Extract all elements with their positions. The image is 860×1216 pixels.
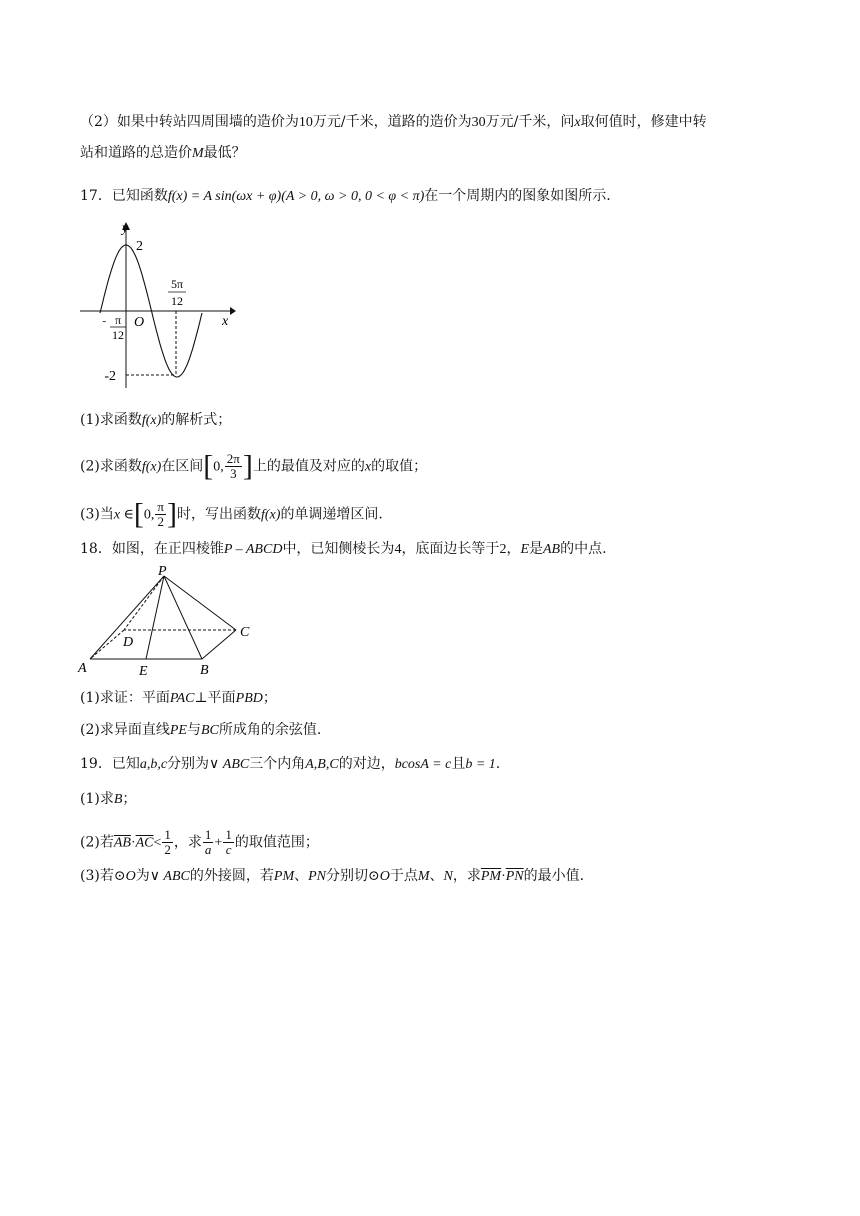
text: 已知 bbox=[111, 756, 140, 772]
edge-BC bbox=[202, 630, 236, 659]
triangle-ABC: ∨ ABC bbox=[209, 757, 250, 772]
text: 站和道路的总造价 bbox=[80, 145, 192, 161]
frac-num: 1 bbox=[204, 827, 212, 842]
frac-num: 2π bbox=[226, 451, 240, 466]
fraction-inv-a bbox=[203, 828, 214, 857]
func-f: f(x) bbox=[141, 413, 162, 428]
frac-num: 1 bbox=[164, 827, 171, 842]
text: 的中点. bbox=[560, 541, 607, 557]
point-M: M bbox=[417, 869, 430, 884]
circle-O: ⊙O bbox=[113, 869, 136, 884]
text: 的最小值. bbox=[523, 868, 585, 884]
q18-intro bbox=[80, 539, 607, 560]
text: (3)若 bbox=[80, 868, 114, 884]
question-number: 18． bbox=[80, 541, 112, 557]
line-PM: PM bbox=[273, 869, 295, 884]
fraction-half bbox=[162, 828, 173, 857]
text: (3)当 bbox=[80, 506, 114, 523]
text: ； bbox=[122, 791, 137, 807]
fraction bbox=[225, 452, 242, 481]
func-f: f(x) bbox=[141, 459, 162, 475]
condition-bcosA: bcosA = c bbox=[394, 757, 452, 772]
text: . bbox=[495, 756, 501, 772]
interval-left: 0, bbox=[143, 507, 155, 523]
var-x: x bbox=[364, 459, 372, 475]
line-PE: PE bbox=[169, 723, 187, 738]
text: 分别为 bbox=[167, 756, 210, 772]
text: 所成角的余弦值. bbox=[218, 722, 322, 738]
text: 中，已知侧棱长为 bbox=[282, 541, 395, 557]
angle-B: B bbox=[113, 792, 123, 807]
interval-left: 0, bbox=[213, 459, 224, 475]
label-A: A bbox=[78, 661, 87, 676]
func-f: f(x) bbox=[261, 507, 281, 523]
perp-symbol: ⊥ bbox=[194, 691, 208, 706]
plus-symbol: + bbox=[214, 835, 223, 851]
text: 如图，在正四棱锥 bbox=[111, 541, 224, 557]
text: 分别切 bbox=[326, 868, 368, 884]
pyramid-name: P – ABCD bbox=[223, 542, 283, 557]
text: ，底面边长等于 bbox=[401, 541, 500, 557]
text: 的解析式； bbox=[161, 412, 232, 428]
text: (2)求函数 bbox=[80, 458, 142, 475]
fraction bbox=[155, 500, 166, 529]
min-label: -2 bbox=[104, 369, 116, 384]
vector-AB: $\overline{AB}$ bbox=[113, 835, 131, 851]
dot-symbol: · bbox=[130, 835, 136, 851]
cost-wall: 10 bbox=[298, 115, 313, 130]
left-tick-den: 12 bbox=[112, 328, 124, 342]
text: 三个内角 bbox=[249, 756, 306, 772]
text: (2)求异面直线 bbox=[80, 722, 170, 738]
q18-sub1 bbox=[80, 688, 277, 709]
plane-PAC: PAC bbox=[169, 691, 195, 706]
label-P: P bbox=[158, 564, 167, 579]
origin-label: O bbox=[134, 315, 145, 330]
frac-den: a bbox=[204, 842, 212, 857]
text: 与 bbox=[186, 722, 201, 738]
edge-PC bbox=[164, 576, 236, 630]
x-label: x bbox=[222, 314, 229, 329]
q19-sub3 bbox=[80, 866, 584, 887]
text: ， bbox=[506, 541, 521, 557]
angles-ABC: A,B,C bbox=[305, 757, 339, 772]
plane-PBD: PBD bbox=[235, 691, 263, 706]
q17-intro bbox=[80, 186, 611, 207]
text: 在区间 bbox=[161, 458, 204, 475]
text: 于点 bbox=[389, 868, 418, 884]
q16-part2-line2 bbox=[80, 143, 246, 164]
text: (1)求函数 bbox=[80, 412, 142, 428]
text: 的外接圆，若 bbox=[189, 868, 274, 884]
text: (2)若 bbox=[80, 834, 114, 851]
q19-intro bbox=[80, 754, 500, 775]
text: 万元/千米，道路的造价为 bbox=[312, 114, 472, 130]
text: 且 bbox=[451, 756, 466, 772]
sides-abc: a,b,c bbox=[139, 757, 168, 772]
q18-sub2 bbox=[80, 720, 321, 741]
vector-PN: $\overline{PN}$ bbox=[505, 869, 524, 884]
x-axis-arrow bbox=[230, 307, 236, 315]
text: （2）如果中转站四周围墙的造价为 bbox=[80, 114, 299, 130]
text: 时，写出函数 bbox=[177, 506, 261, 523]
q16-part2-line1 bbox=[80, 112, 707, 133]
text: 在一个周期内的图象如图所示. bbox=[424, 188, 611, 204]
point-E: E bbox=[520, 542, 529, 557]
right-tick-den: 12 bbox=[171, 294, 183, 308]
triangle-ABC: ∨ ABC bbox=[149, 869, 190, 884]
text: 为 bbox=[135, 868, 150, 884]
var-x: x bbox=[574, 115, 581, 130]
edge-DA bbox=[90, 630, 124, 659]
q17-sub2: (2)求函数f(x)在区间[0, $\frac{2\pi}{3}$ ]上的最值及对应的x的取值； bbox=[80, 449, 428, 483]
function-expression: f(x) = A sin(ωx + φ)(A > 0, ω > 0, 0 < φ < π) bbox=[167, 189, 425, 204]
q17-sub1 bbox=[80, 410, 231, 431]
segment-AB: AB bbox=[543, 542, 561, 557]
text: 的取值范围； bbox=[234, 834, 319, 851]
edge-PB bbox=[164, 576, 202, 659]
text: 上的最值及对应的 bbox=[252, 458, 365, 475]
frac-den: c bbox=[225, 842, 232, 857]
frac-num: π bbox=[157, 499, 164, 514]
text: ，求 bbox=[452, 868, 481, 884]
text: ，求 bbox=[173, 834, 202, 851]
condition-b: b = 1 bbox=[465, 757, 496, 772]
text: 平面 bbox=[207, 690, 236, 706]
text: 的取值； bbox=[371, 458, 428, 475]
question-number: 17． bbox=[80, 188, 112, 204]
left-tick-sign: - bbox=[102, 315, 106, 327]
var-x: x ∈ bbox=[113, 507, 134, 523]
text: 已知函数 bbox=[111, 188, 168, 204]
cost-road: 30 bbox=[471, 115, 486, 130]
q17-sub3: (3)当x ∈[0, $\frac{\pi}{2}$ ]时，写出函数f(x)的单调递增区间. bbox=[80, 497, 383, 531]
vector-AC: $\overline{AC}$ bbox=[135, 835, 154, 851]
frac-den: 2 bbox=[164, 842, 171, 857]
text: 是 bbox=[529, 541, 543, 557]
frac-den: 2 bbox=[157, 514, 164, 529]
point-N: N bbox=[443, 869, 453, 884]
edge-length: 4 bbox=[394, 542, 402, 557]
max-label: 2 bbox=[136, 239, 143, 254]
question-number: 19． bbox=[80, 756, 112, 772]
label-E: E bbox=[139, 664, 148, 679]
text: (1)求 bbox=[80, 791, 114, 807]
var-M: M bbox=[192, 146, 204, 161]
text: 的对边， bbox=[338, 756, 395, 772]
q19-sub1 bbox=[80, 789, 136, 810]
lt-symbol: < bbox=[153, 835, 162, 851]
circle-O: ⊙O bbox=[368, 869, 390, 884]
line-PN: PN bbox=[308, 869, 326, 884]
label-B: B bbox=[200, 663, 209, 678]
q19-sub2 bbox=[80, 828, 319, 857]
vector-PM: $\overline{PM}$ bbox=[480, 869, 502, 884]
text: ； bbox=[262, 690, 277, 706]
label-C: C bbox=[240, 625, 250, 640]
text: 、 bbox=[294, 868, 309, 884]
base-length: 2 bbox=[499, 542, 507, 557]
text: 最低？ bbox=[203, 145, 246, 161]
text: 的单调递增区间. bbox=[280, 506, 383, 523]
sine-graph bbox=[78, 218, 238, 390]
y-label: y bbox=[122, 221, 129, 236]
right-tick-num: 5π bbox=[170, 277, 184, 291]
pyramid-figure bbox=[76, 562, 260, 680]
left-tick-num: π bbox=[114, 313, 122, 327]
text: 取何值时，修建中转 bbox=[580, 114, 707, 130]
dot-symbol: · bbox=[501, 869, 506, 884]
frac-num: 1 bbox=[225, 827, 232, 842]
text: (1)求证：平面 bbox=[80, 690, 170, 706]
fraction-inv-c bbox=[223, 828, 234, 857]
label-D: D bbox=[123, 635, 134, 650]
text: 、 bbox=[429, 868, 444, 884]
frac-den: 3 bbox=[230, 466, 237, 481]
line-BC: BC bbox=[200, 723, 219, 738]
text: 万元/千米，问 bbox=[485, 114, 575, 130]
